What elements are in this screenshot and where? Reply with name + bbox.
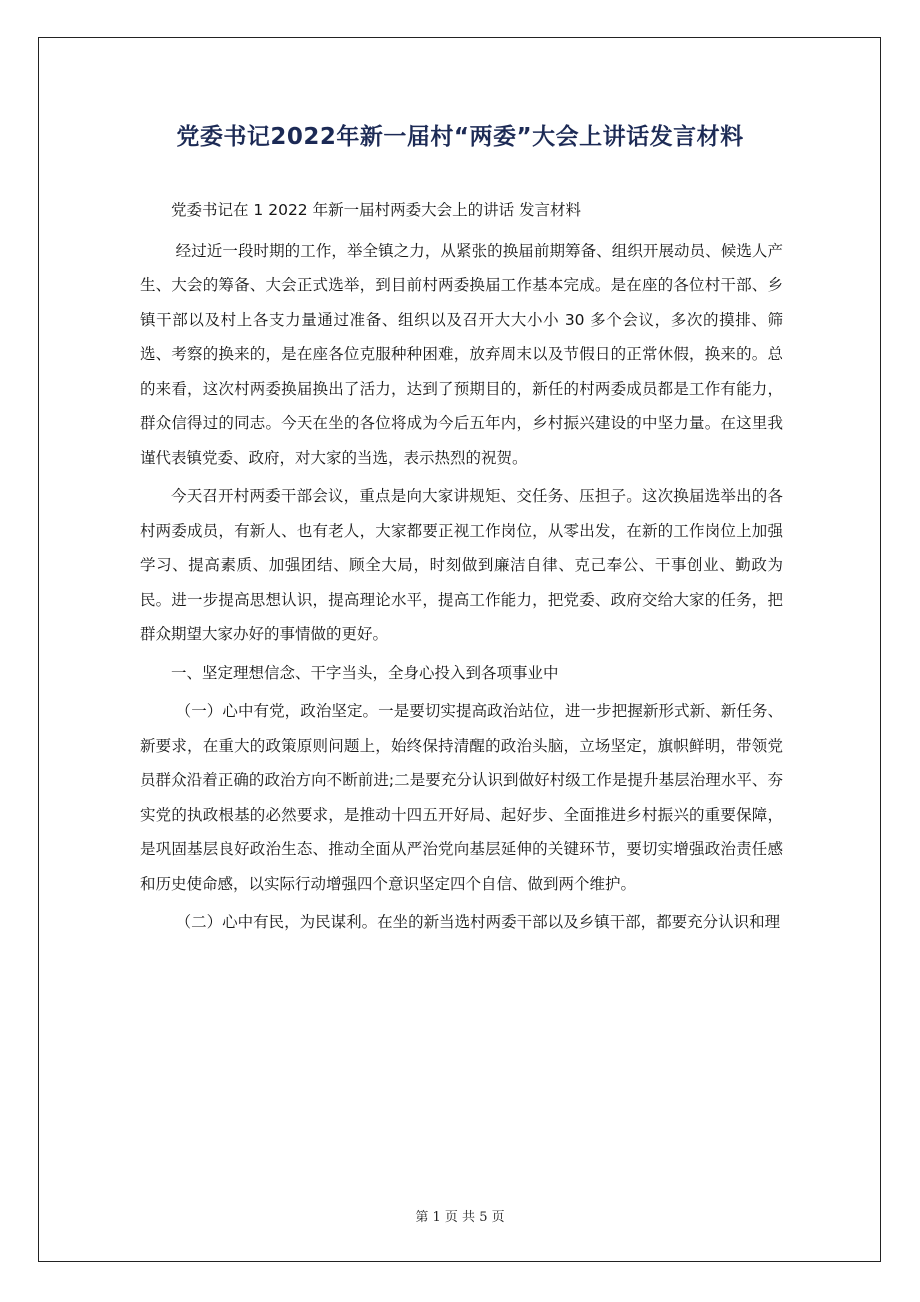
document-title: 党委书记2022年新一届村“两委”大会上讲话发言材料 — [176, 124, 744, 150]
page-footer: 第 1 页 共 5 页 — [415, 1210, 505, 1225]
body-paragraph: 经过近一段时期的工作，举全镇之力，从紧张的换届前期筹备、组织开展动员、候选人产生、大会的筹备、大会正式选举，到目前村两委换届工作基本完成。是在座的各位村干部、乡镇干部以及村上各支力量通过准备、组织以及召开大大小小 30 多个会议，多次的摸排、筛选、考察的换来的，是在座各位克服种种困难，放弃周末以及节假日的正常休假，换来的。总的来看，这次村两委换届换出了活力，达到了预期目的，新任的村两委成员都是工作有能力，群众信得过的同志。今天在坐的各位将成为今后五年内，乡村振兴建设的中坚力量。在这里我谨代表镇党委、政府，对大家的当选，表示热烈的祝贺。 — [140, 241, 783, 467]
body-paragraph: 今天召开村两委干部会议，重点是向大家讲规矩、交任务、压担子。这次换届选举出的各村两委成员，有新人、也有老人，大家都要正视工作岗位，从零出发，在新的工作岗位上加强学习、提高素质、加强团结、顾全大局，时刻做到廉洁自律、克己奉公、干事创业、勤政为民。进一步提高思想认识，提高理论水平，提高工作能力，把党委、政府交给大家的任务，把群众期望大家办好的事情做的更好。 — [140, 487, 783, 643]
document-body — [140, 193, 783, 944]
body-paragraph: （二）心中有民，为民谋利。在坐的新当选村两委干部以及乡镇干部，都要充分认识和理 — [175, 913, 781, 931]
section-heading: 一、坚定理想信念、干字当头，全身心投入到各项事业中 — [171, 663, 559, 682]
subtitle-paragraph: 党委书记在 1 2022 年新一届村两委大会上的讲话 发言材料 — [171, 201, 582, 219]
body-paragraph: （一）心中有党，政治坚定。一是要切实提高政治站位，进一步把握新形式新、新任务、新要求，在重大的政策原则问题上，始终保持清醒的政治头脑，立场坚定，旗帜鲜明，带领党员群众沿着正确的政治方向不断前进;二是要充分认识到做好村级工作是提升基层治理水平、夯实党的执政根基的必然要求，是推动十四五开好局、起好步、全面推进乡村振兴的重要保障，是巩固基层良好政治生态、推动全面从严治党向基层延伸的关键环节，要切实增强政治责任感和历史使命感，以实际行动增强四个意识坚定四个自信、做到两个维护。 — [140, 702, 783, 893]
